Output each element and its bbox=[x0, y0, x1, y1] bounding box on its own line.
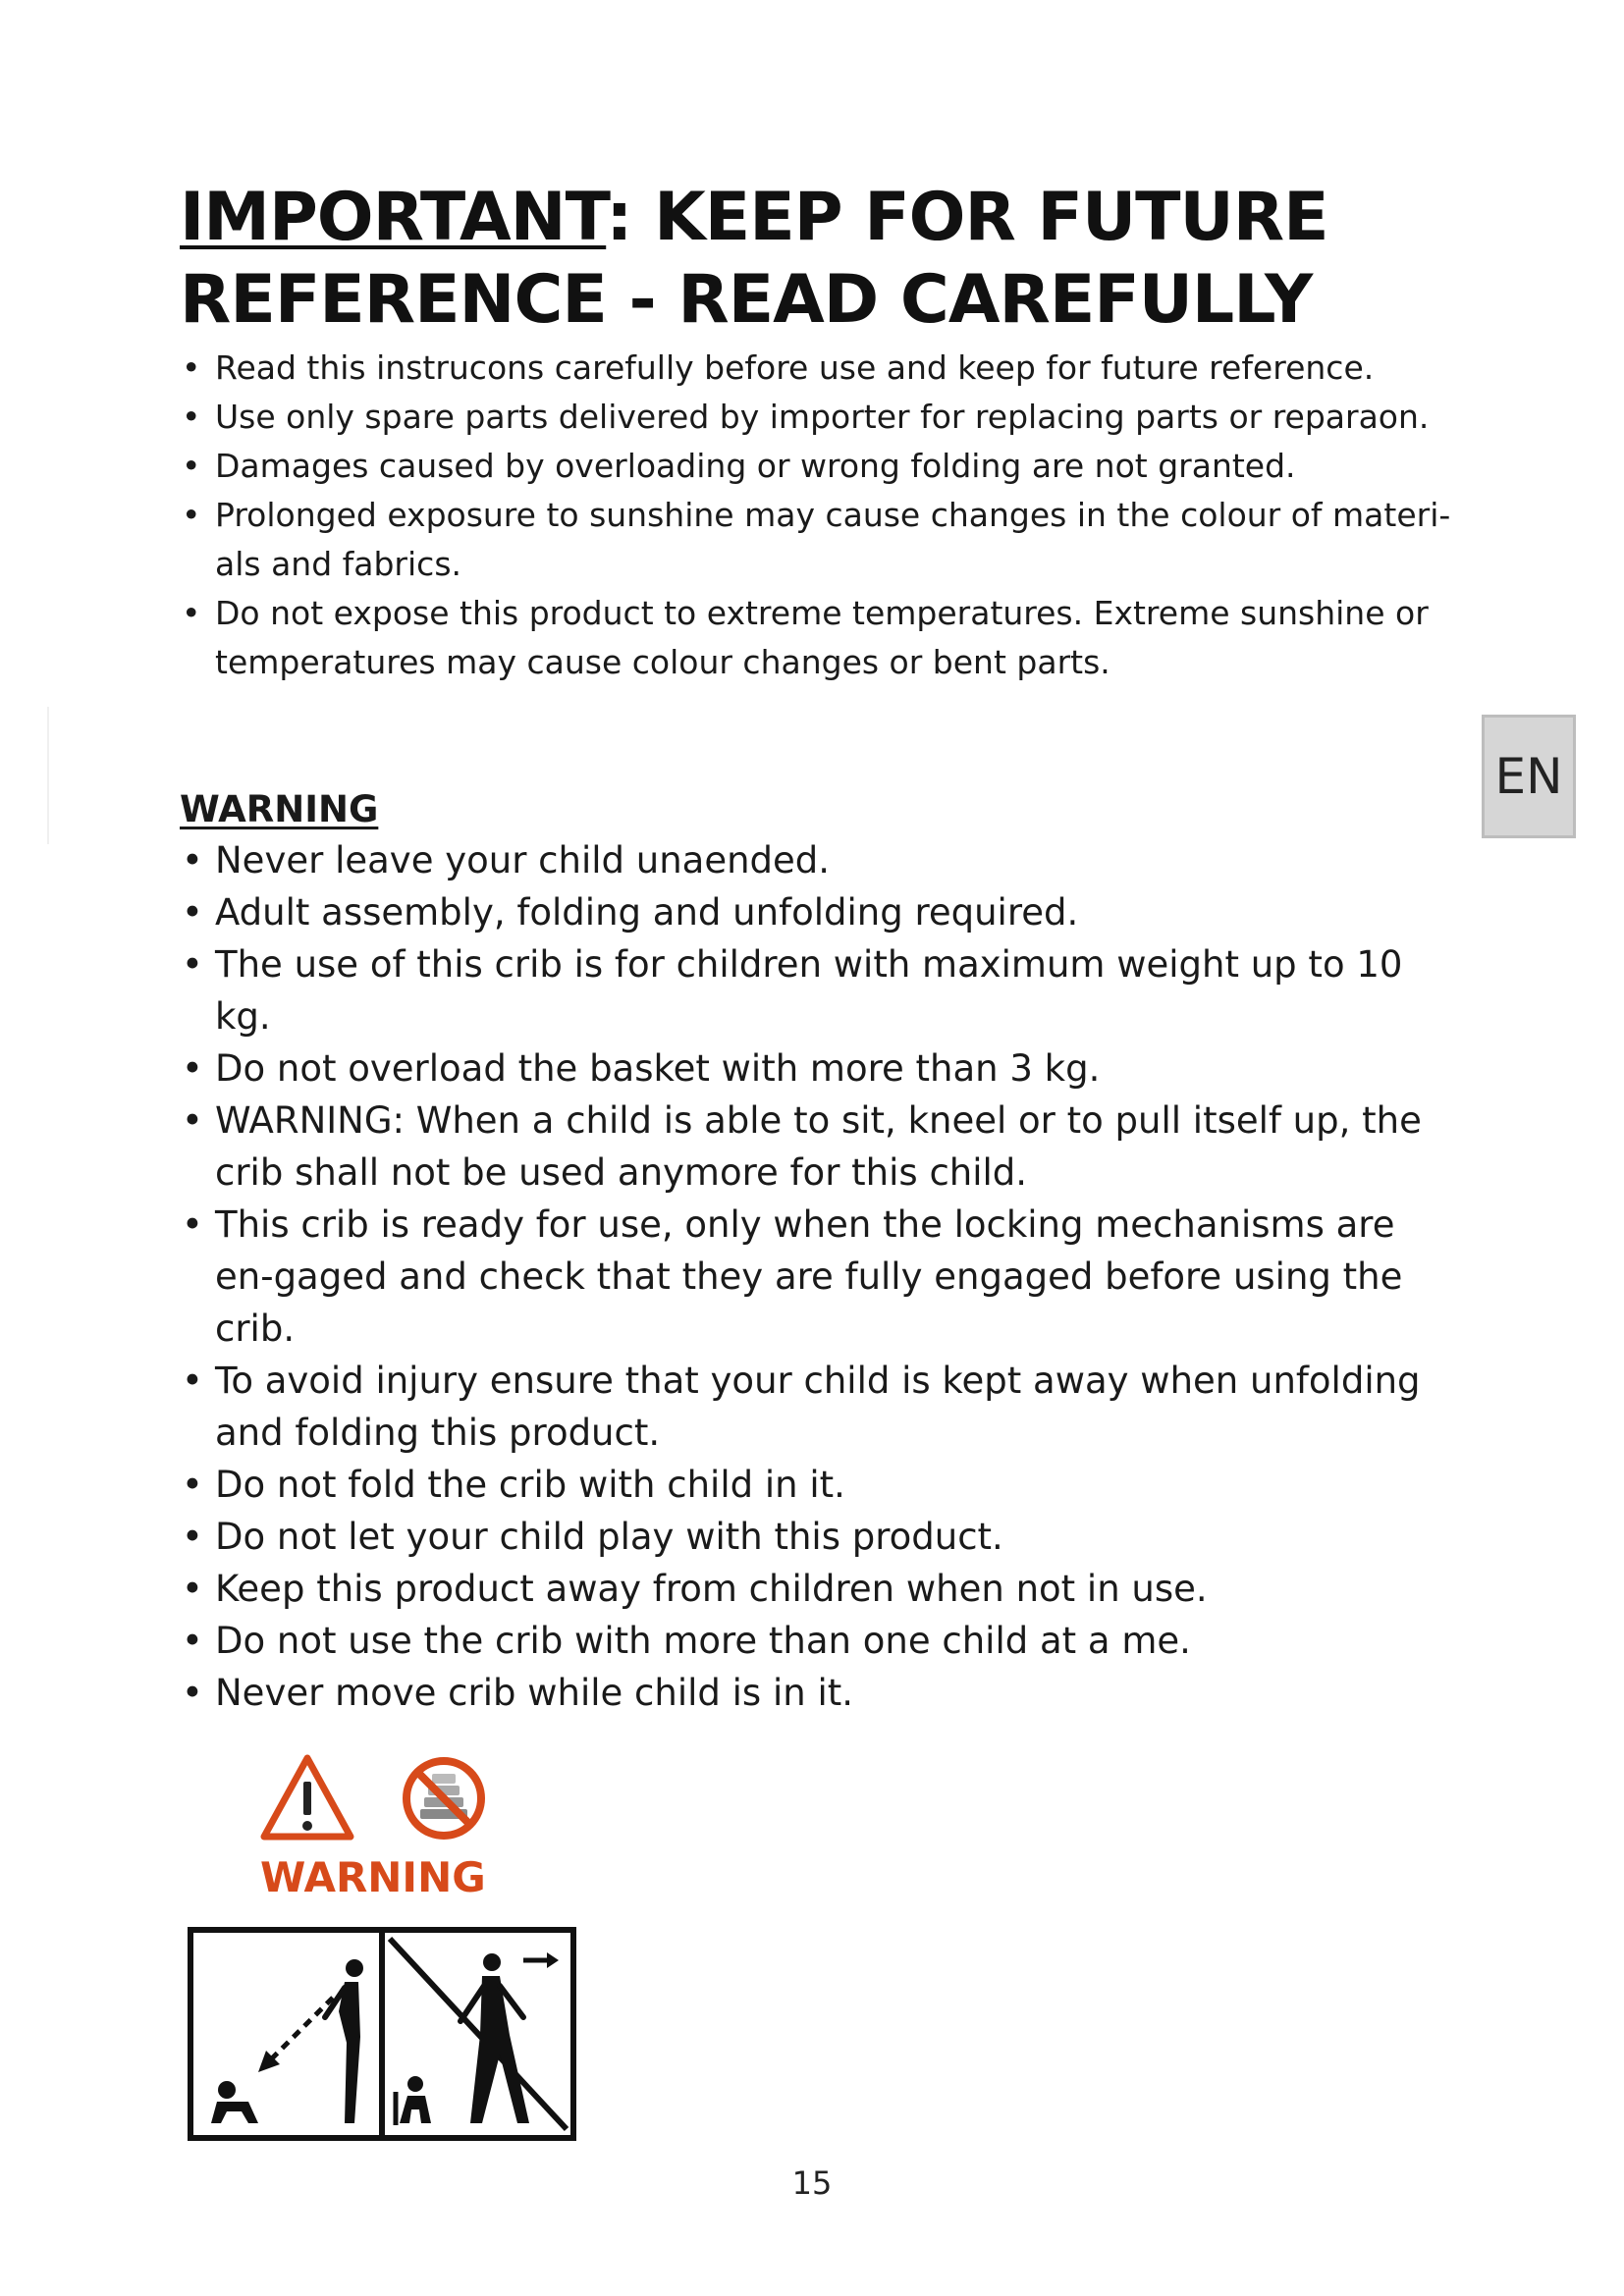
important-item: • Use only spare parts delivered by importer for replacing parts or reparaon. bbox=[180, 393, 1456, 442]
warning-item: • Do not let your child play with this product. bbox=[180, 1511, 1456, 1563]
important-item: • Do not expose this product to extreme temperatures. Extreme sunshine or temperatures may cause colour changes or bent parts. bbox=[180, 589, 1456, 687]
title-rest: : KEEP FOR FUTURE REFERENCE - READ CAREFULLY bbox=[180, 179, 1328, 339]
important-item: • Prolonged exposure to sunshine may cause changes in the colour of materi-als and fabrics. bbox=[180, 491, 1456, 589]
warning-item: • Adult assembly, folding and unfolding required. bbox=[180, 886, 1456, 938]
edge-mark bbox=[47, 707, 49, 844]
title-important: IMPORTANT bbox=[180, 179, 607, 256]
page-number: 15 bbox=[791, 2164, 833, 2202]
no-stacking-icon bbox=[406, 1761, 481, 1836]
warning-item: • To avoid injury ensure that your child is kept away when unfolding and folding this product. bbox=[180, 1355, 1456, 1459]
warning-item: • Never leave your child unaended. bbox=[180, 834, 1456, 886]
warning-heading: WARNING bbox=[180, 788, 379, 830]
important-item: • Damages caused by overloading or wrong folding are not granted. bbox=[180, 442, 1456, 491]
warning-item: • This crib is ready for use, only when the locking mechanisms are en-gaged and check that they are fully engaged before using the crib. bbox=[180, 1199, 1456, 1355]
page-title bbox=[180, 177, 1436, 342]
warning-triangle-icon bbox=[264, 1758, 351, 1837]
warning-item: • Never move crib while child is in it. bbox=[180, 1667, 1456, 1719]
warning-item: • Keep this product away from children when not in use. bbox=[180, 1563, 1456, 1615]
warning-item: • Do not use the crib with more than one child at a me. bbox=[180, 1615, 1456, 1667]
warning-item: • Do not overload the basket with more than 3 kg. bbox=[180, 1042, 1456, 1095]
warning-item: • The use of this crib is for children with maximum weight up to 10 kg. bbox=[180, 938, 1456, 1042]
important-list bbox=[180, 344, 1456, 687]
warning-item: • Do not fold the crib with child in it. bbox=[180, 1459, 1456, 1511]
warning-item: • WARNING: When a child is able to sit, kneel or to pull itself up, the crib shall not be used anymore for this child. bbox=[180, 1095, 1456, 1199]
language-tab: EN bbox=[1482, 715, 1576, 838]
important-item: • Read this instrucons carefully before use and keep for future reference. bbox=[180, 344, 1456, 393]
warning-graphic-label: WARNING bbox=[260, 1853, 486, 1901]
child-safety-pictogram bbox=[188, 1927, 576, 2141]
warning-icons bbox=[260, 1752, 496, 1846]
warning-list bbox=[180, 834, 1456, 1719]
